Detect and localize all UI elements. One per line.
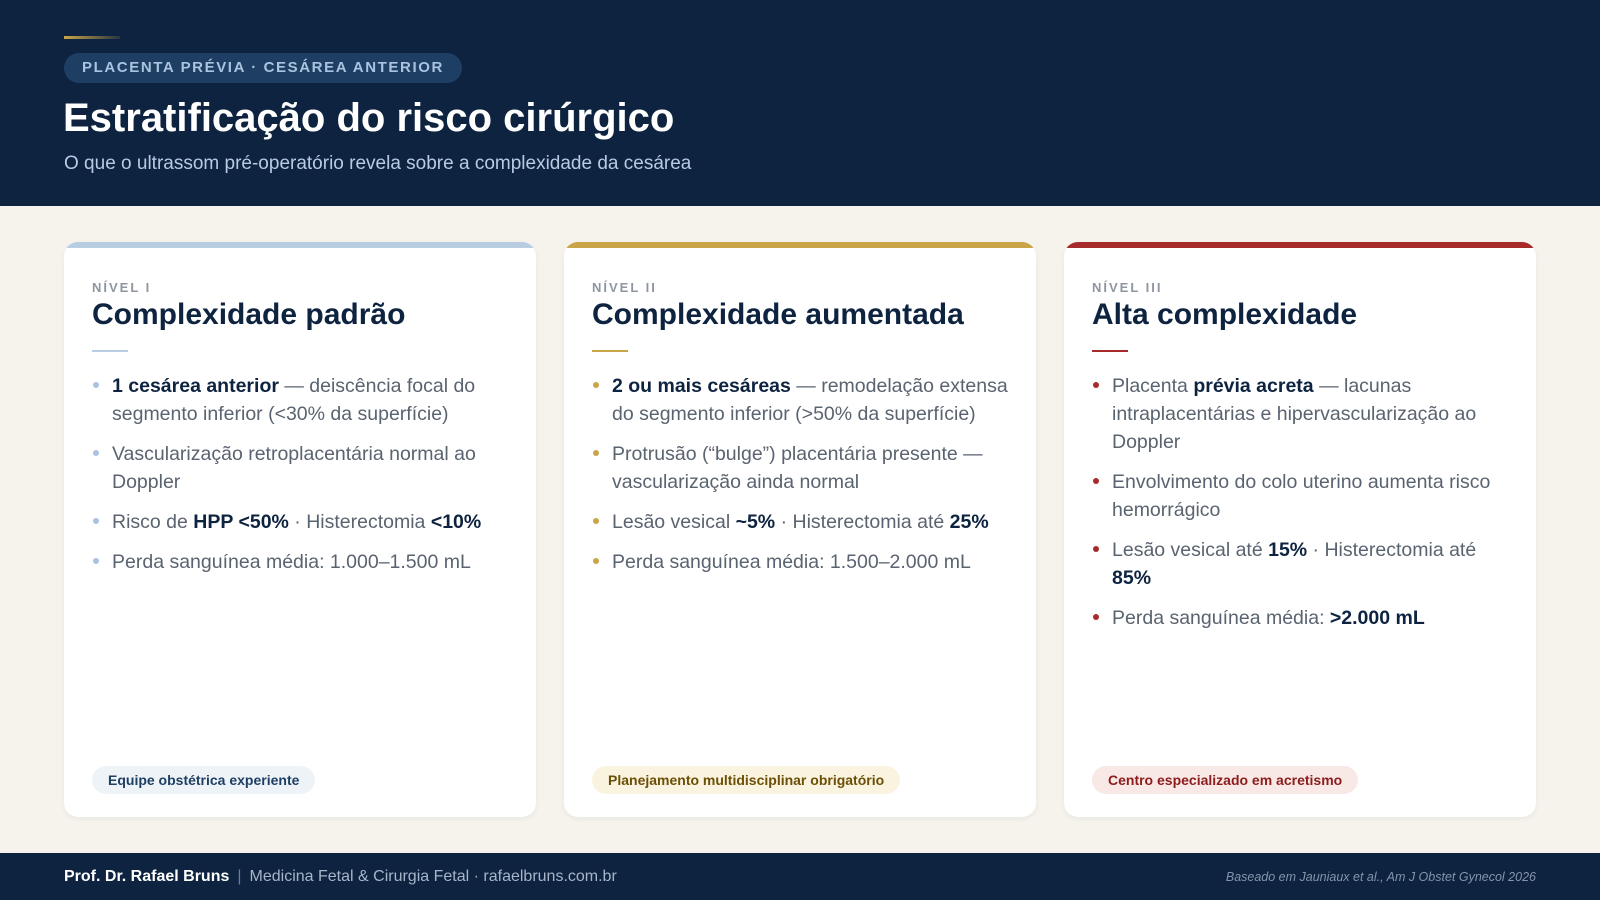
risk-list [92,372,512,588]
bullet-dot [593,450,599,456]
highlight-text: >2.000 mL [1329,607,1425,629]
card-title: Complexidade aumentada [592,298,964,331]
risk-card-level-3 [1064,242,1536,817]
organization: Medicina Fetal & Cirurgia Fetal · rafaelbruns.com.br [249,868,617,885]
card-top-bar [564,242,1036,248]
highlight-text: 1 cesárea anterior [112,375,279,397]
highlight-text: 2 ou mais cesáreas [612,375,791,397]
card-title: Alta complexidade [1092,298,1358,331]
risk-card-level-1 [64,242,536,817]
risk-item [1092,604,1512,632]
item-text: Vascularização retroplacentária normal ao Doppler [112,443,476,493]
highlight-text: <10% [430,511,482,533]
bullet-dot [1093,546,1099,552]
card-divider [592,350,628,352]
highlight-text: ~5% [735,511,776,533]
bullet-dot [93,450,99,456]
risk-list [592,372,1012,588]
footer-credits [64,868,617,886]
bullet-dot [1093,614,1099,620]
card-top-bar [64,242,536,248]
item-text: Perda sanguínea média: 1.000–1.500 mL [112,551,471,573]
risk-item [1092,536,1512,592]
bullet-dot [593,558,599,564]
item-text: Envolvimento do colo uterino aumenta risco hemorrágico [1112,471,1491,521]
risk-list [1092,372,1512,644]
bullet-dot [1093,382,1099,388]
recommendation-badge: Centro especializado em acretismo [1092,766,1358,794]
risk-item [92,508,512,536]
citation: Baseado em Jauniaux et al., Am J Obstet Gynecol 2026 [1225,870,1536,884]
item-text: Perda sanguínea média: 1.500–2.000 mL [612,551,971,573]
level-label: NÍVEL III [1092,280,1163,295]
risk-item [1092,468,1512,524]
level-label: NÍVEL I [92,280,152,295]
card-title: Complexidade padrão [92,298,406,331]
highlight-text: 85% [1112,567,1152,589]
bullet-dot [93,518,99,524]
page-subtitle: O que o ultrassom pré-operatório revela sobre a complexidade da cesárea [64,153,692,174]
item-text: Lesão vesical [612,511,736,533]
author-name: Prof. Dr. Rafael Bruns [64,868,230,885]
topic-tag: PLACENTA PRÉVIA · CESÁREA ANTERIOR [64,53,462,83]
item-text: — lacunas intraplacentárias e hipervascularização ao Doppler [1112,375,1477,453]
item-text: Protrusão (“bulge”) placentária presente — vascularização ainda normal [612,443,983,493]
risk-item [592,372,1012,428]
item-text: — deiscência focal do segmento inferior (<30% da superfície) [112,375,476,425]
card-divider [92,350,128,352]
highlight-text: 25% [949,511,989,533]
risk-item [592,548,1012,576]
item-text: · Histerectomia [288,511,431,533]
card-divider [1092,350,1128,352]
risk-card-level-2 [564,242,1036,817]
highlight-text: prévia acreta [1193,375,1314,397]
page-title: Estratificação do risco cirúrgico [63,96,675,140]
item-text: · Histerectomia até [775,511,950,533]
item-text: Placenta [1112,375,1194,397]
risk-item [92,548,512,576]
item-text: Lesão vesical até [1112,539,1269,561]
item-text: · Histerectomia até [1307,539,1477,561]
item-text: Risco de [112,511,194,533]
recommendation-badge: Planejamento multidisciplinar obrigatório [592,766,900,794]
bullet-dot [593,518,599,524]
highlight-text: HPP <50% [193,511,289,533]
recommendation-badge: Equipe obstétrica experiente [92,766,315,794]
card-top-bar [1064,242,1536,248]
accent-line [64,36,120,39]
highlight-text: 15% [1268,539,1308,561]
footer [0,853,1600,900]
item-text: — remodelação extensa do segmento inferior (>50% da superfície) [612,375,1008,425]
bullet-dot [93,558,99,564]
bullet-dot [593,382,599,388]
risk-item [1092,372,1512,456]
risk-item [92,372,512,428]
risk-item [592,440,1012,496]
risk-item [92,440,512,496]
footer-separator: | [237,868,242,885]
bullet-dot [1093,478,1099,484]
risk-item [592,508,1012,536]
item-text: Perda sanguínea média: [1112,607,1330,629]
header [0,0,1600,206]
level-label: NÍVEL II [592,280,657,295]
bullet-dot [93,382,99,388]
